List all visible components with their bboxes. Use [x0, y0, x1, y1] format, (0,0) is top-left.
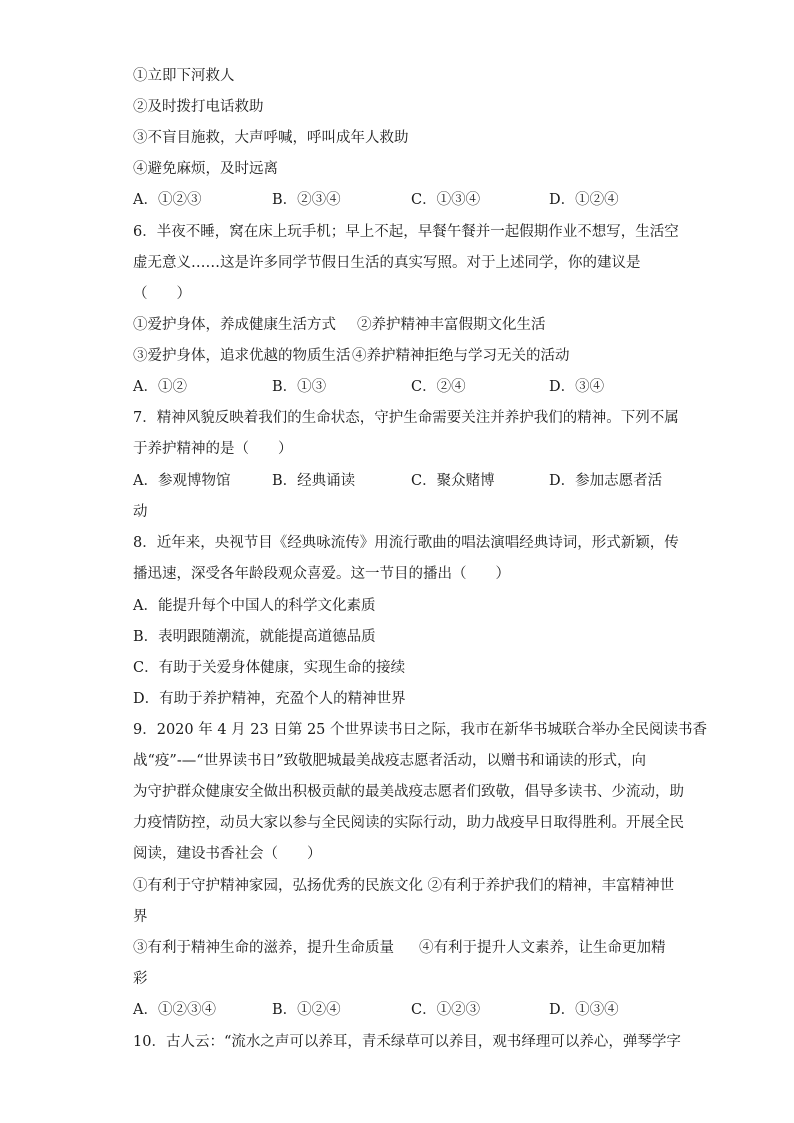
q9-choice-b: B．①②④ [272, 1002, 341, 1018]
q6-stem-line-3: （ ） [133, 286, 191, 302]
q9-stem-line-3: 为守护群众健康安全做出积极贡献的最美战疫志愿者们致敬，倡导多读书、少流动，助 [133, 784, 684, 800]
q9-choices [133, 1000, 673, 1020]
q5-item-3: ③不盲目施救，大声呼喊，呼叫成年人救助 [133, 130, 409, 146]
q5-item-1: ①立即下河救人 [133, 68, 235, 84]
q8-stem-line-2: 播迅速，深受各年龄段观众喜爱。这一节目的播出（ ） [133, 566, 510, 582]
q7-choice-c: C．聚众赌博 [411, 473, 495, 489]
q9-stem-line-4: 力疫情防控，动员大家以参与全民阅读的实际行动，助力战疫早日取得胜利。开展全民 [133, 815, 684, 831]
q9-item-1-2: ①有利于守护精神家园，弘扬优秀的民族文化 ②有利于养护我们的精神，丰富精神世 [133, 878, 675, 894]
q6-item-2: ②养护精神丰富假期文化生活 [357, 317, 546, 333]
q9-item-3: ③有利于精神生命的滋养，提升生命质量 [133, 940, 394, 956]
q5-choice-d: D．①②④ [549, 192, 619, 208]
q6-choice-d: D．③④ [549, 379, 605, 395]
q6-items-row-1 [133, 315, 673, 335]
q9-items-row-2 [133, 938, 673, 958]
q5-item-4: ④避免麻烦，及时远离 [133, 161, 278, 177]
q6-choice-b: B．①③ [272, 379, 327, 395]
q5-choice-b: B．②③④ [272, 192, 341, 208]
q6-choice-a: A．①② [133, 379, 187, 395]
q8-option-b: B．表明跟随潮流，就能提高道德品质 [133, 629, 376, 645]
q6-choices [133, 377, 673, 397]
q7-stem-line-2: 于养护精神的是（ ） [133, 441, 293, 457]
q7-choice-d: D．参加志愿者活 [549, 473, 663, 489]
q9-item-2-wrap: 界 [133, 909, 148, 925]
q6-choice-c: C．②④ [411, 379, 466, 395]
q6-items-row-2 [133, 346, 673, 366]
q6-item-1: ①爱护身体，养成健康生活方式 [133, 317, 336, 333]
q10-stem-line-1: 10．古人云：“流水之声可以养耳，青禾绿草可以养目，观书绎理可以养心，弹琴学字 [133, 1034, 681, 1050]
q7-choices [133, 471, 673, 491]
q7-choice-d-wrap: 动 [133, 504, 148, 520]
q9-choice-d: D．①③④ [549, 1002, 619, 1018]
q9-stem-line-1: 9．2020 年 4 月 23 日第 25 个世界读书日之际，我市在新华书城联合举办全民阅读书香 [133, 722, 708, 738]
q9-choice-c: C．①②③ [411, 1002, 481, 1018]
q8-option-d: D．有助于养护精神，充盈个人的精神世界 [133, 691, 406, 707]
q6-stem-line-2: 虚无意义……这是许多同学节假日生活的真实写照。对于上述同学，你的建议是 [133, 255, 641, 271]
q8-stem-line-1: 8．近年来，央视节目《经典咏流传》用流行歌曲的唱法演唱经典诗词，形式新颖，传 [133, 535, 679, 551]
q6-item-4: ④养护精神拒绝与学习无关的活动 [352, 348, 570, 364]
q8-option-c: C．有助于关爱身体健康，实现生命的接续 [133, 660, 406, 676]
q6-stem-line-1: 6．半夜不睡，窝在床上玩手机；早上不起，早餐午餐并一起假期作业不想写，生活空 [133, 224, 679, 240]
q9-stem-line-2: 战“疫”-—“世界读书日”致敬肥城最美战疫志愿者活动，以赠书和诵读的形式，向 [133, 753, 647, 769]
q7-choice-b: B．经典诵读 [272, 473, 356, 489]
q6-item-3: ③爱护身体，追求优越的物质生活 [133, 348, 351, 364]
q9-item-4-wrap: 彩 [133, 971, 148, 987]
q5-choices [133, 190, 673, 210]
q9-item-4: ④有利于提升人文素养，让生命更加精 [419, 940, 666, 956]
q5-choice-c: C．①③④ [411, 192, 481, 208]
q7-stem-line-1: 7．精神风貌反映着我们的生命状态，守护生命需要关注并养护我们的精神。下列不属 [133, 410, 679, 426]
q5-choice-a: A．①②③ [133, 192, 202, 208]
q9-stem-line-5: 阅读，建设书香社会（ ） [133, 846, 322, 862]
q8-option-a: A．能提升每个中国人的科学文化素质 [133, 598, 376, 614]
q9-choice-a: A．①②③④ [133, 1002, 216, 1018]
q5-item-2: ②及时拨打电话救助 [133, 99, 264, 115]
q7-choice-a: A．参观博物馆 [133, 473, 231, 489]
